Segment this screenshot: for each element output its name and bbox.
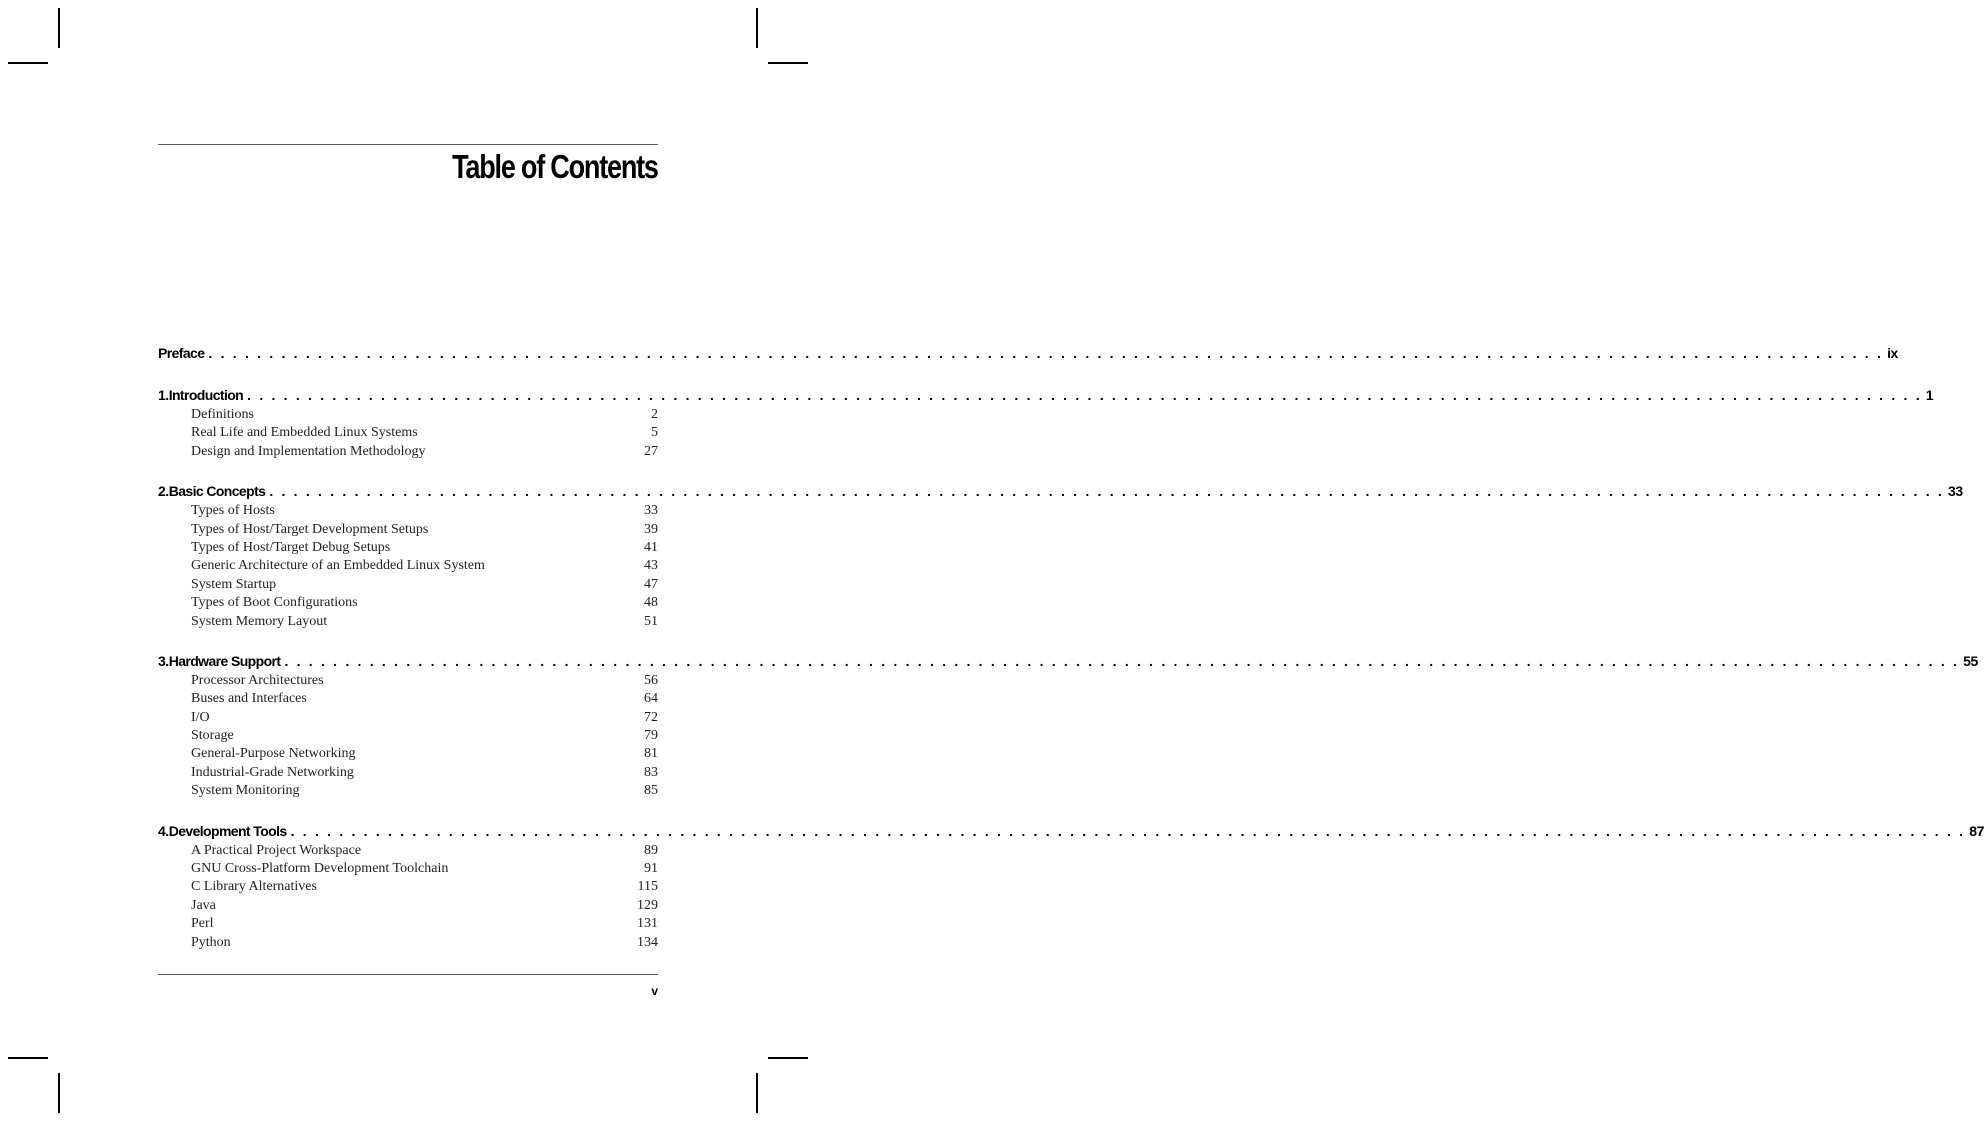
crop-mark-bottom-left-horizontal bbox=[8, 1057, 48, 1059]
toc-entry-chapter[interactable] bbox=[158, 387, 1934, 407]
section-page: 43 bbox=[644, 558, 658, 574]
toc-entry-section[interactable] bbox=[191, 540, 658, 558]
toc-entry-chapter[interactable] bbox=[158, 822, 1984, 843]
toc-entry-section[interactable] bbox=[191, 425, 658, 443]
toc-entry-preface[interactable] bbox=[158, 345, 1898, 365]
section-title: Types of Host/Target Development Setups bbox=[191, 521, 429, 537]
toc-entry-section[interactable] bbox=[191, 503, 658, 521]
chapter-1 bbox=[158, 387, 1934, 462]
section-page: 85 bbox=[644, 783, 658, 799]
section-page: 41 bbox=[644, 539, 658, 555]
toc-entry-section[interactable] bbox=[191, 444, 658, 462]
chapter-label bbox=[169, 483, 1948, 499]
chapter-label bbox=[169, 653, 1963, 669]
section-page: 72 bbox=[644, 709, 658, 725]
section-page: 83 bbox=[644, 764, 658, 780]
chapter-label bbox=[169, 387, 1926, 403]
chapter-page: 87 bbox=[1969, 822, 1984, 839]
leader-dots bbox=[284, 653, 1959, 669]
section-title: Types of Hosts bbox=[191, 503, 275, 519]
chapter-page: 33 bbox=[1947, 483, 1963, 500]
crop-mark-top-left-horizontal bbox=[8, 62, 48, 64]
section-page: 91 bbox=[644, 861, 658, 877]
preface-page: ix bbox=[1887, 345, 1898, 361]
section-title: Types of Boot Configurations bbox=[191, 595, 358, 611]
chapter-number: 3. bbox=[158, 652, 169, 669]
crop-mark-bottom-right-horizontal bbox=[768, 1057, 808, 1059]
chapter-page: 1 bbox=[1925, 387, 1934, 403]
section-page: 129 bbox=[637, 897, 658, 913]
section-page: 51 bbox=[644, 613, 658, 629]
section-title: Storage bbox=[191, 728, 234, 744]
toc-entry-section[interactable] bbox=[191, 916, 658, 934]
section-title: System Monitoring bbox=[191, 783, 300, 799]
page-title: Table of Contents bbox=[452, 148, 658, 185]
crop-mark-bottom-right-vertical bbox=[756, 1073, 758, 1113]
chapter-4 bbox=[158, 822, 1984, 953]
section-title: Definitions bbox=[191, 407, 254, 422]
toc-entry-section[interactable] bbox=[191, 728, 658, 746]
section-page: 81 bbox=[644, 746, 658, 762]
section-page: 5 bbox=[651, 425, 658, 441]
chapter-label bbox=[169, 823, 1970, 839]
page-number: v bbox=[651, 984, 658, 998]
leader-dots bbox=[269, 483, 1944, 499]
section-page: 134 bbox=[637, 934, 658, 950]
section-page: 131 bbox=[637, 916, 658, 932]
crop-mark-top-left-vertical bbox=[58, 8, 60, 48]
toc-entry-chapter[interactable] bbox=[158, 483, 1963, 503]
toc-entry-section[interactable] bbox=[191, 765, 658, 783]
section-page: 56 bbox=[644, 672, 658, 688]
toc-entry-section[interactable] bbox=[191, 783, 658, 801]
chapter-page: 55 bbox=[1963, 652, 1978, 669]
section-title: Generic Architecture of an Embedded Linux System bbox=[191, 558, 485, 574]
toc-entry-section[interactable] bbox=[191, 595, 658, 613]
toc-entry-section[interactable] bbox=[191, 879, 658, 897]
section-page: 115 bbox=[637, 879, 658, 895]
chapter-number: 4. bbox=[158, 822, 169, 839]
leader-dots bbox=[291, 823, 1966, 839]
section-page: 64 bbox=[644, 691, 658, 707]
preface-title: Preface bbox=[158, 345, 205, 361]
section-page: 2 bbox=[651, 407, 658, 422]
section-page: 79 bbox=[644, 728, 658, 744]
toc-entry-section[interactable] bbox=[191, 614, 658, 632]
section-title: C Library Alternatives bbox=[191, 879, 317, 895]
toc-entry-section[interactable] bbox=[191, 861, 658, 879]
toc-entry-section[interactable] bbox=[191, 710, 658, 728]
section-title: Buses and Interfaces bbox=[191, 691, 307, 707]
section-page: 33 bbox=[644, 503, 658, 519]
preface-label bbox=[158, 345, 1887, 361]
table-of-contents bbox=[158, 345, 1984, 974]
toc-entry-section[interactable] bbox=[191, 558, 658, 576]
section-title: I/O bbox=[191, 709, 210, 725]
chapter-2 bbox=[158, 483, 1963, 632]
section-title: System Startup bbox=[191, 576, 277, 592]
toc-entry-section[interactable] bbox=[191, 843, 658, 861]
crop-mark-top-right-horizontal bbox=[768, 62, 808, 64]
section-page: 27 bbox=[644, 443, 658, 459]
chapter-title: Introduction bbox=[168, 387, 244, 403]
section-title: Design and Implementation Methodology bbox=[191, 443, 426, 459]
crop-mark-top-right-vertical bbox=[756, 8, 758, 48]
chapter-title: Hardware Support bbox=[168, 652, 281, 669]
section-title: Python bbox=[191, 934, 231, 950]
toc-entry-section[interactable] bbox=[191, 691, 658, 709]
crop-mark-bottom-left-vertical bbox=[58, 1073, 60, 1113]
toc-entry-section[interactable] bbox=[191, 898, 658, 916]
chapter-title: Development Tools bbox=[168, 822, 287, 839]
section-page: 48 bbox=[644, 595, 658, 611]
section-page: 89 bbox=[644, 842, 658, 858]
toc-entry-section[interactable] bbox=[191, 673, 658, 691]
section-title: Industrial-Grade Networking bbox=[191, 764, 354, 780]
chapter-number: 1. bbox=[158, 387, 169, 403]
toc-entry-section[interactable] bbox=[191, 935, 658, 953]
chapter-title: Basic Concepts bbox=[168, 483, 266, 500]
section-title: Java bbox=[191, 897, 216, 913]
leader-dots bbox=[208, 345, 1883, 361]
section-title: Processor Architectures bbox=[191, 672, 324, 688]
leader-dots bbox=[247, 387, 1922, 403]
header-rule bbox=[158, 144, 658, 145]
toc-entry-chapter[interactable] bbox=[158, 652, 1978, 673]
section-title: GNU Cross-Platform Development Toolchain bbox=[191, 861, 449, 877]
section-title: General-Purpose Networking bbox=[191, 746, 356, 762]
toc-entry-section[interactable] bbox=[191, 746, 658, 764]
toc-entry-section[interactable] bbox=[191, 407, 658, 425]
section-title: Types of Host/Target Debug Setups bbox=[191, 539, 391, 555]
section-title: Real Life and Embedded Linux Systems bbox=[191, 425, 418, 441]
section-page: 47 bbox=[644, 576, 658, 592]
toc-entry-section[interactable] bbox=[191, 522, 658, 540]
chapter-number: 2. bbox=[158, 483, 169, 500]
section-title: A Practical Project Workspace bbox=[191, 842, 362, 858]
chapter-3 bbox=[158, 652, 1978, 802]
footer-rule bbox=[158, 974, 658, 975]
section-title: Perl bbox=[191, 916, 214, 932]
section-page: 39 bbox=[644, 521, 658, 537]
section-title: System Memory Layout bbox=[191, 613, 328, 629]
toc-entry-section[interactable] bbox=[191, 577, 658, 595]
chapter-list bbox=[158, 387, 1984, 953]
